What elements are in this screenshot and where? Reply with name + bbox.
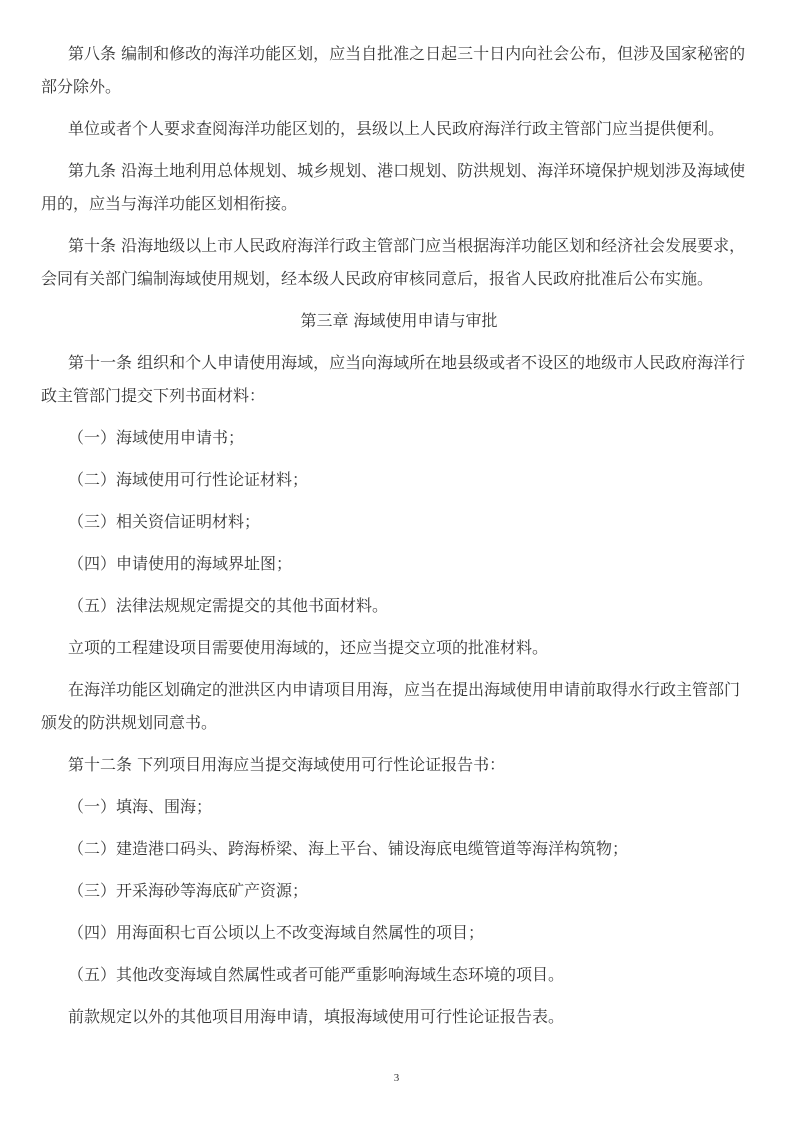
paragraph <box>41 832 757 865</box>
paragraph <box>41 421 757 454</box>
paragraph <box>41 631 757 664</box>
paragraph-line: （一）填海、围海； <box>68 797 213 816</box>
paragraph-line: （三）开采海砂等海底矿产资源； <box>68 881 309 900</box>
paragraph-line: 立项的工程建设项目需要使用海域的，还应当提交立项的批准材料。 <box>68 638 549 657</box>
article-group-2 <box>41 346 757 1033</box>
paragraph-line: 前款规定以外的其他项目用海申请，填报海域使用可行性论证报告表。 <box>68 1007 565 1026</box>
paragraph-line: （四）申请使用的海域界址图； <box>68 554 293 573</box>
paragraph-line: （四）用海面积七百公顷以上不改变海域自然属性的项目； <box>68 923 485 942</box>
paragraph <box>41 589 757 622</box>
paragraph-line: 政主管部门提交下列书面材料： <box>41 386 266 405</box>
paragraph <box>41 154 757 220</box>
paragraph <box>41 463 757 496</box>
paragraph <box>41 790 757 823</box>
paragraph-line: （三）相关资信证明材料； <box>68 512 261 531</box>
paragraph <box>41 229 757 295</box>
document-body <box>41 37 757 1042</box>
page-number: 3 <box>393 1072 400 1084</box>
paragraph-line: 在海洋功能区划确定的泄洪区内申请项目用海，应当在提出海域使用申请前取得水行政主管部门 <box>68 680 741 699</box>
paragraph-line: 第九条 沿海土地利用总体规划、城乡规划、港口规划、防洪规划、海洋环境保护规划涉及海域使 <box>68 161 746 180</box>
paragraph <box>41 916 757 949</box>
paragraph-line: 部分除外。 <box>41 77 122 96</box>
paragraph-line: 第八条 编制和修改的海洋功能区划，应当自批准之日起三十日内向社会公布，但涉及国家秘密的 <box>68 44 746 63</box>
paragraph <box>41 673 757 739</box>
paragraph <box>41 874 757 907</box>
paragraph <box>41 1000 757 1033</box>
chapter-title: 第三章 海域使用申请与审批 <box>300 311 498 330</box>
paragraph <box>41 37 757 103</box>
paragraph-line: 第十二条 下列项目用海应当提交海域使用可行性论证报告书： <box>68 755 506 774</box>
paragraph-line: 第十一条 组织和个人申请使用海域，应当向海域所在地县级或者不设区的地级市人民政府海洋行 <box>68 353 746 372</box>
paragraph-line: 第十条 沿海地级以上市人民政府海洋行政主管部门应当根据海洋功能区划和经济社会发展要求， <box>68 236 746 255</box>
paragraph-line: 单位或者个人要求查阅海洋功能区划的，县级以上人民政府海洋行政主管部门应当提供便利。 <box>68 119 725 138</box>
paragraph <box>41 346 757 412</box>
paragraph <box>41 112 757 145</box>
article-group-1 <box>41 37 757 295</box>
paragraph <box>41 958 757 991</box>
paragraph <box>41 547 757 580</box>
paragraph-line: （一）海域使用申请书； <box>68 428 245 447</box>
paragraph-line: 用的，应当与海洋功能区划相衔接。 <box>41 194 298 213</box>
paragraph-line: （五）法律法规规定需提交的其他书面材料。 <box>68 596 389 615</box>
paragraph-line: 颁发的防洪规划同意书。 <box>41 713 218 732</box>
paragraph-line: （五）其他改变海域自然属性或者可能严重影响海域生态环境的项目。 <box>68 965 565 984</box>
paragraph-line: （二）海域使用可行性论证材料； <box>68 470 309 489</box>
paragraph-line: 会同有关部门编制海域使用规划，经本级人民政府审核同意后，报省人民政府批准后公布实施。 <box>41 269 714 288</box>
paragraph <box>41 505 757 538</box>
paragraph-line: （二）建造港口码头、跨海桥梁、海上平台、铺设海底电缆管道等海洋构筑物； <box>68 839 629 858</box>
paragraph <box>41 748 757 781</box>
